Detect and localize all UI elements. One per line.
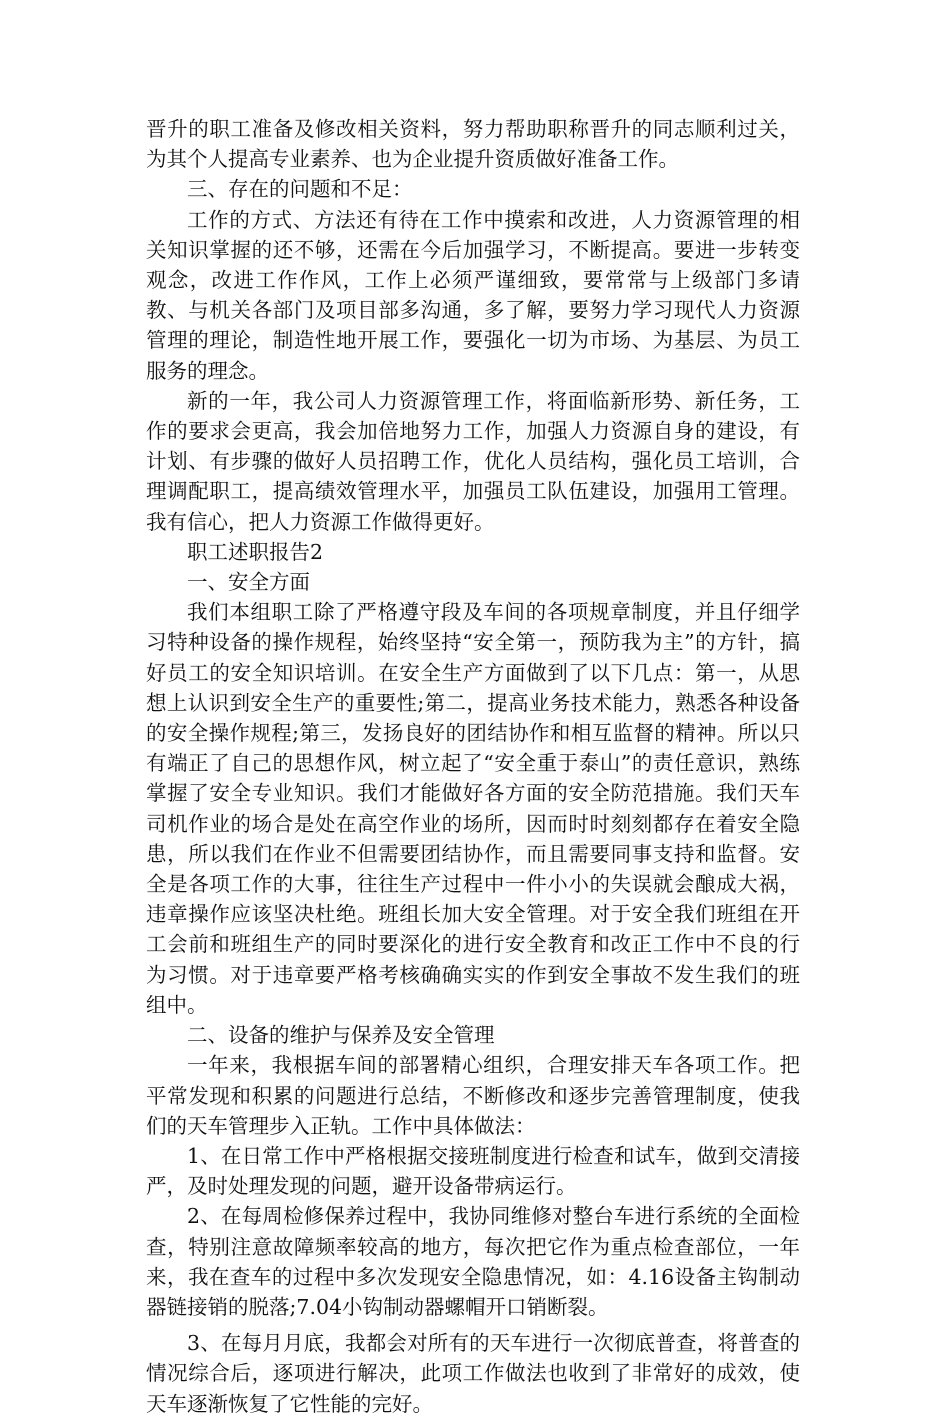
document-body (146, 114, 800, 1419)
section-heading-problems: 三、存在的问题和不足： (187, 177, 413, 202)
report-title-2: 职工述职报告2 (187, 539, 324, 564)
paragraph-continued: 晋升的职工准备及修改相关资料，努力帮助职称晋升的同志顺利过关，为其个人提高专业素养、也为企业提升资质做好准备工作。 (146, 117, 800, 172)
list-item-3: 3、在每月月底，我都会对所有的天车进行一次彻底普查，将普查的情况综合后，逐项进行解决，此项工作做法也收到了非常好的成效，使天车逐渐恢复了它性能的完好。 (146, 1331, 800, 1416)
paragraph-safety: 我们本组职工除了严格遵守段及车间的各项规章制度，并且仔细学习特种设备的操作规程，始终坚持“安全第一，预防我为主”的方针，搞好员工的安全知识培训。在安全生产方面做到了以下几点：第一，从思想上认识到安全生产的重要性;第二，提高业务技术能力，熟悉各种设备的安全操作规程;第三，发扬良好的团结协作和相互监督的精神。所以只有端正了自己的思想作风，树立起了“安全重于泰山”的责任意识，熟练掌握了安全专业知识。我们才能做好各方面的安全防范措施。我们天车司机作业的场合是处在高空作业的场所，因而时时刻刻都存在着安全隐患，所以我们在作业不但需要团结协作，而且需要同事支持和监督。安全是各项工作的大事，往往生产过程中一件小小的失误就会酿成大祸，违章操作应该坚决杜绝。班组长加大安全管理。对于安全我们班组在开工会前和班组生产的同时要深化的进行安全教育和改正工作中不良的行为习惯。对于违章要严格考核确确实实的作到安全事故不发生我们的班组中。 (146, 600, 800, 1017)
paragraph-problems: 工作的方式、方法还有待在工作中摸索和改进，人力资源管理的相关知识掌握的还不够，还需在今后加强学习，不断提高。要进一步转变观念，改进工作作风，工作上必须严谨细致，要常常与上级部门多请教、与机关各部门及项目部多沟通，多了解，要努力学习现代人力资源管理的理论，制造性地开展工作，要强化一切为市场、为基层、为员工服务的理念。 (146, 207, 800, 383)
paragraph-new-year: 新的一年，我公司人力资源管理工作，将面临新形势、新任务，工作的要求会更高，我会加倍地努力工作，加强人力资源自身的建设，有计划、有步骤的做好人员招聘工作，优化人员结构，强化员工培训，合理调配职工，提高绩效管理水平，加强员工队伍建设，加强用工管理。我有信心，把人力资源工作做得更好。 (146, 388, 800, 534)
paragraph-equipment-intro: 一年来，我根据车间的部署精心组织，合理安排天车各项工作。把平常发现和积累的问题进行总结，不断修改和逐步完善管理制度，使我们的天车管理步入正轨。工作中具体做法： (146, 1053, 800, 1138)
list-item-2: 2、在每周检修保养过程中，我协同维修对整台车进行系统的全面检查，特别注意故障频率较高的地方，每次把它作为重点检查部位，一年来，我在查车的过程中多次发现安全隐患情况，如：4.16设备主钩制动器链接销的脱落;7.04小钩制动器螺帽开口销断裂。 (146, 1204, 800, 1319)
section-heading-safety: 一、安全方面 (187, 570, 310, 595)
section-heading-equipment: 二、设备的维护与保养及安全管理 (187, 1023, 495, 1048)
list-item-1: 1、在日常工作中严格根据交接班制度进行检查和试车，做到交清接严，及时处理发现的问题，避开设备带病运行。 (146, 1143, 800, 1199)
